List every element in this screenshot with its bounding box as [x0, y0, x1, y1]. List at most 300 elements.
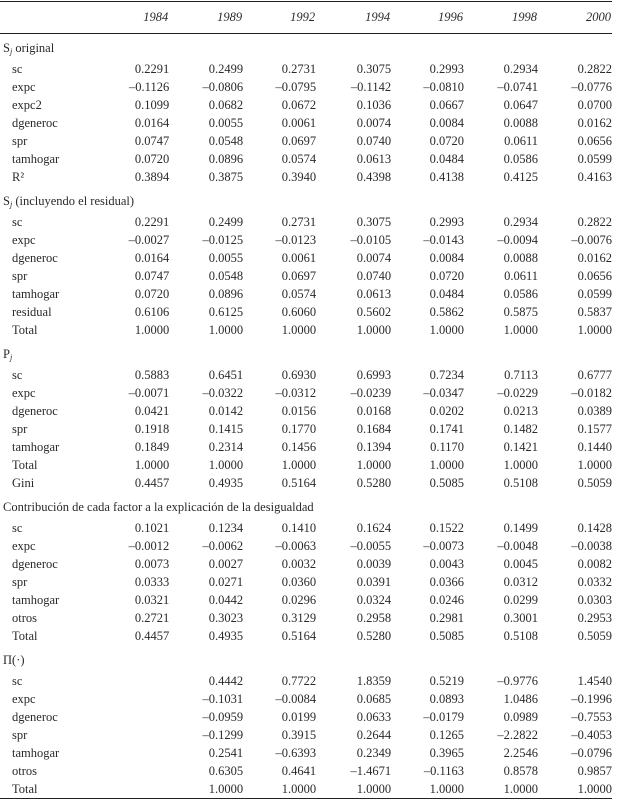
table-cell: 0.0720 [134, 152, 170, 166]
table-cell: 1.0000 [356, 323, 392, 337]
table-cell: 0.2291 [134, 215, 170, 229]
table-cell: 0.0333 [134, 575, 170, 589]
table-cell: 1.0000 [577, 323, 612, 337]
table-cell: 0.1394 [356, 440, 392, 454]
row-label: Total [12, 323, 38, 337]
table-cell: 0.2958 [356, 611, 392, 625]
year-header: 1992 [243, 2, 316, 34]
table-cell: 0.0202 [429, 404, 465, 418]
row-label: tamhogar [12, 746, 60, 760]
table-cell: 0.3001 [503, 611, 538, 625]
table-cell: 2.2546 [503, 746, 538, 760]
table-cell: 0.5108 [503, 629, 538, 643]
table-cell: –0.0076 [571, 233, 612, 247]
table-cell: –0.0038 [571, 539, 612, 553]
table-cell: 0.2349 [356, 746, 392, 760]
table-cell: 0.5837 [577, 305, 612, 319]
table-cell: 0.0599 [577, 152, 612, 166]
table-cell: –0.1126 [129, 80, 170, 94]
table-cell: –0.0094 [497, 233, 538, 247]
row-label: Total [12, 458, 38, 472]
table-cell: 0.2731 [281, 215, 317, 229]
table-row [0, 61, 612, 79]
table-cell: 1.0000 [464, 781, 538, 799]
table-cell: –0.0027 [128, 233, 170, 247]
table-cell: 0.3023 [208, 611, 244, 625]
section-title [0, 340, 612, 367]
table-cell: –0.0796 [571, 746, 612, 760]
table-cell [106, 745, 169, 763]
table-cell: 0.1170 [430, 440, 465, 454]
table-cell: 0.2291 [134, 62, 170, 76]
table-cell: 0.0700 [577, 98, 612, 112]
section-title-sub: j [9, 200, 13, 209]
table-cell: 1.0000 [391, 781, 464, 799]
row-label: residual [12, 305, 52, 319]
table-cell: 0.0484 [429, 287, 465, 301]
table-cell: 0.1741 [429, 422, 465, 436]
section-title-main: Contribución de cada factor a la explicación de la desigualdad [3, 500, 314, 514]
table-cell: 0.0667 [429, 98, 465, 112]
table-cell [106, 781, 169, 799]
table-cell: –0.1163 [423, 764, 465, 778]
table-cell: 0.7722 [281, 674, 317, 688]
table-cell: 0.4398 [356, 170, 392, 184]
table-cell: 1.8359 [356, 674, 392, 688]
row-label: R² [12, 170, 25, 184]
table-cell: 0.0421 [134, 404, 170, 418]
row-label: sc [12, 521, 23, 535]
table-cell: –0.0073 [423, 539, 465, 553]
header-row [0, 2, 612, 34]
table-cell: 0.0088 [503, 251, 538, 265]
row-label: spr [12, 134, 28, 148]
section-title-sub: j [9, 47, 13, 57]
table-cell: 0.0613 [356, 287, 392, 301]
section-title-row [0, 34, 612, 61]
table-cell: –0.0795 [275, 80, 317, 94]
header-blank [0, 2, 106, 34]
section-title [0, 34, 612, 61]
table-cell: 0.0246 [429, 593, 465, 607]
table-cell: –0.6393 [275, 746, 317, 760]
section-title-row [0, 646, 612, 673]
row-label: sc [12, 674, 23, 688]
table-cell: 0.2541 [208, 746, 244, 760]
table-cell: 0.2314 [208, 440, 244, 454]
table-row [0, 592, 612, 610]
section-title-row [0, 493, 612, 520]
table-row [0, 520, 612, 538]
table-cell: 0.0084 [429, 251, 465, 265]
table-cell: 0.0055 [208, 251, 244, 265]
table-cell: 0.0162 [577, 251, 612, 265]
table-cell: 0.0484 [429, 152, 465, 166]
table-cell: 0.1684 [356, 422, 392, 436]
table-row [0, 232, 612, 250]
section-title-main: Π(·) [3, 653, 25, 667]
table-cell: 0.1624 [356, 521, 392, 535]
table-row [0, 556, 612, 574]
table-cell: 0.2822 [577, 215, 612, 229]
table-cell: 0.0360 [281, 575, 317, 589]
table-row [0, 385, 612, 403]
row-label: dgeneroc [12, 251, 58, 265]
table-row [0, 574, 612, 592]
table-cell: –0.0179 [423, 710, 465, 724]
table-cell: –0.1299 [202, 728, 244, 742]
year-header: 2000 [538, 2, 612, 34]
table-cell: 0.9857 [577, 764, 612, 778]
table-row [0, 115, 612, 133]
data-table [0, 1, 612, 799]
table-cell: 0.0303 [577, 593, 612, 607]
table-cell: 0.7113 [504, 368, 538, 382]
table-cell: 1.0000 [429, 458, 465, 472]
table-cell: 0.0061 [281, 116, 317, 130]
table-cell: 0.2934 [503, 215, 538, 229]
row-label: otros [12, 764, 37, 778]
table-cell: 0.1918 [134, 422, 170, 436]
table-cell: 0.0548 [208, 134, 244, 148]
row-label: Total [12, 629, 38, 643]
table-cell: 1.0000 [538, 781, 612, 799]
table-cell: 0.5059 [577, 476, 612, 490]
table-row [0, 763, 612, 781]
table-cell: 0.4457 [134, 476, 170, 490]
table-row [0, 403, 612, 421]
table-cell: 0.6125 [208, 305, 244, 319]
row-label: sc [12, 368, 23, 382]
table-row [0, 475, 612, 493]
table-row [0, 439, 612, 457]
table-cell: 1.0000 [429, 323, 465, 337]
table-cell: 0.6305 [208, 764, 244, 778]
table-row [0, 79, 612, 97]
table-cell: 0.2721 [134, 611, 170, 625]
table-cell: 0.0164 [134, 251, 170, 265]
table-cell: 0.2934 [503, 62, 538, 76]
table-cell: 0.0061 [281, 251, 317, 265]
table-cell: 0.0613 [356, 152, 392, 166]
table-row [0, 214, 612, 232]
table-cell: 0.0896 [208, 152, 244, 166]
row-label: dgeneroc [12, 116, 58, 130]
table-cell: 1.0486 [503, 692, 538, 706]
row-label: sc [12, 62, 23, 76]
table-cell: –0.0959 [202, 710, 244, 724]
table-cell: 0.0199 [281, 710, 317, 724]
table-cell: 1.0000 [134, 458, 170, 472]
table-cell: 0.0586 [503, 287, 538, 301]
table-cell [106, 763, 169, 781]
table-cell: 0.1456 [281, 440, 317, 454]
table-row [0, 268, 612, 286]
table-cell: 0.5280 [356, 476, 392, 490]
table-cell: –0.0810 [423, 80, 465, 94]
table-cell: 0.0697 [281, 134, 317, 148]
table-cell: 0.2993 [429, 62, 465, 76]
table-cell: 0.3915 [281, 728, 317, 742]
table-cell: 0.6451 [208, 368, 244, 382]
row-label: tamhogar [12, 593, 60, 607]
table-cell: 1.0000 [281, 323, 317, 337]
table-cell: 0.0893 [429, 692, 465, 706]
table-cell: –0.7553 [571, 710, 612, 724]
table-cell: 0.0084 [429, 116, 465, 130]
year-header: 1996 [391, 2, 464, 34]
table-cell: 0.0611 [504, 269, 538, 283]
table-cell: 1.0000 [169, 781, 243, 799]
table-cell: 0.0747 [134, 134, 170, 148]
table-cell: 0.1265 [429, 728, 465, 742]
table-cell: 1.0000 [208, 458, 244, 472]
table-cell: 0.0740 [356, 269, 392, 283]
table-cell: 0.0299 [503, 593, 538, 607]
table-cell: 0.1499 [503, 521, 538, 535]
row-label: Total [0, 781, 106, 799]
table-cell: 0.2822 [577, 62, 612, 76]
row-label: expc [12, 386, 36, 400]
table-row [0, 151, 612, 169]
section-title-rest: (incluyendo el residual) [12, 194, 135, 208]
table-cell: –2.2822 [497, 728, 538, 742]
table-cell: 0.0142 [208, 404, 244, 418]
table-cell: 0.5219 [429, 674, 465, 688]
table-cell: 0.0656 [577, 269, 612, 283]
table-cell: –0.0741 [497, 80, 538, 94]
section-title-main: S [3, 41, 10, 56]
table-row [0, 286, 612, 304]
table-cell: 0.0312 [503, 575, 538, 589]
section-title-sub: j [9, 353, 13, 362]
table-cell: –0.0071 [128, 386, 170, 400]
year-header: 1998 [464, 2, 538, 34]
table-cell: 0.0442 [208, 593, 244, 607]
table-cell: 0.8578 [503, 764, 538, 778]
table-cell: 0.1482 [503, 422, 538, 436]
table-cell: 0.3075 [356, 62, 392, 76]
table-cell: 0.0389 [577, 404, 612, 418]
table-cell: 0.5875 [503, 305, 538, 319]
table-row [0, 745, 612, 763]
table-cell: 0.0073 [134, 557, 170, 571]
table-cell: –0.0123 [275, 233, 317, 247]
table-cell: 0.0162 [577, 116, 612, 130]
section-title-main: P [3, 347, 10, 361]
table-cell: 0.3940 [281, 170, 317, 184]
table-cell: 0.0296 [281, 593, 317, 607]
table-cell: 1.4540 [577, 674, 612, 688]
table-cell: 0.4138 [429, 170, 465, 184]
table-cell: 0.0672 [281, 98, 317, 112]
table-cell: –0.0239 [350, 386, 392, 400]
table-cell: 0.0720 [429, 134, 465, 148]
table-cell: 0.0548 [208, 269, 244, 283]
table-cell: 1.0000 [208, 323, 244, 337]
table-cell: 0.0989 [503, 710, 538, 724]
table-cell: 0.3875 [208, 170, 244, 184]
table-row [0, 250, 612, 268]
table-cell: 0.1440 [577, 440, 612, 454]
table-cell: 0.4935 [208, 476, 244, 490]
table-cell: 0.4935 [208, 629, 244, 643]
row-label: expc [12, 692, 36, 706]
table-cell: 0.1522 [429, 521, 465, 535]
table-cell: 0.0164 [134, 116, 170, 130]
row-label: dgeneroc [12, 557, 58, 571]
table-cell: 0.6106 [134, 305, 170, 319]
table-cell: –0.0806 [202, 80, 244, 94]
table-cell: 0.0685 [356, 692, 392, 706]
table-cell: 0.6993 [356, 368, 392, 382]
row-label: spr [12, 422, 28, 436]
table-cell: 0.0045 [503, 557, 538, 571]
table-cell: –0.0182 [571, 386, 612, 400]
table-cell: –0.1996 [571, 692, 612, 706]
table-cell: –0.0143 [423, 233, 465, 247]
table-cell: 0.0332 [577, 575, 612, 589]
section-title-row [0, 187, 612, 214]
table-cell [106, 673, 169, 691]
table-cell: 0.5108 [503, 476, 538, 490]
table-cell: 0.1849 [134, 440, 170, 454]
table-cell: –0.1031 [202, 692, 244, 706]
table-row [0, 673, 612, 691]
table-cell: 0.6777 [577, 368, 612, 382]
table-cell: 0.1770 [281, 422, 317, 436]
table-cell: –0.0347 [423, 386, 465, 400]
table-cell: 0.0156 [281, 404, 317, 418]
table-row [0, 727, 612, 745]
row-label: spr [12, 575, 28, 589]
row-label: Gini [12, 476, 35, 490]
table-row [0, 457, 612, 475]
row-label: expc [12, 233, 36, 247]
table-cell: 0.2993 [429, 215, 465, 229]
table-row [0, 628, 612, 646]
table-cell: 0.6060 [281, 305, 317, 319]
table-cell: 0.1234 [208, 521, 244, 535]
table-cell: 0.0574 [281, 152, 317, 166]
section-title [0, 493, 612, 520]
table-cell: –0.0776 [571, 80, 612, 94]
table-cell: 0.0213 [503, 404, 538, 418]
table-cell: 0.0896 [208, 287, 244, 301]
row-label: sc [12, 215, 23, 229]
table-cell: –0.1142 [350, 80, 392, 94]
table-cell: 0.4641 [281, 764, 317, 778]
table-cell: 0.2499 [208, 62, 244, 76]
table-cell: 0.1036 [356, 98, 392, 112]
table-cell: 0.7234 [429, 368, 465, 382]
table-cell: 0.0574 [281, 287, 317, 301]
section-title-rest: original [12, 41, 55, 56]
table-cell: 0.5280 [356, 629, 392, 643]
table-cell: 0.3965 [429, 746, 465, 760]
table-cell: 0.5164 [281, 629, 317, 643]
table-cell: 0.0747 [134, 269, 170, 283]
table-cell: –0.0063 [275, 539, 317, 553]
table-cell: 1.0000 [316, 781, 391, 799]
section-title [0, 187, 612, 214]
table-cell [106, 691, 169, 709]
table-cell: –0.0105 [350, 233, 392, 247]
table-row [0, 367, 612, 385]
table-cell: 0.3129 [281, 611, 317, 625]
table-cell: 0.0586 [503, 152, 538, 166]
table-cell: 0.2499 [208, 215, 244, 229]
row-label: spr [12, 269, 28, 283]
row-label: otros [12, 611, 37, 625]
table-cell: 0.0043 [429, 557, 465, 571]
table-row [0, 610, 612, 628]
table-cell: 0.0168 [356, 404, 392, 418]
section-title [0, 646, 612, 673]
table-row [0, 691, 612, 709]
table-cell: 1.0000 [134, 323, 170, 337]
table-cell: 0.5862 [429, 305, 465, 319]
row-label: expc [12, 80, 36, 94]
table-cell: 0.4125 [503, 170, 538, 184]
table-cell: 0.0599 [577, 287, 612, 301]
table-cell: 0.0321 [134, 593, 170, 607]
table-cell: 0.0740 [356, 134, 392, 148]
table-cell: 0.0647 [503, 98, 538, 112]
table-cell: 0.0074 [356, 116, 392, 130]
table-cell: 1.0000 [577, 458, 612, 472]
table-cell: 0.0082 [577, 557, 612, 571]
table-cell: 0.1410 [281, 521, 317, 535]
table-cell: 1.0000 [503, 458, 538, 472]
table-row [0, 169, 612, 187]
table-cell: 0.0074 [356, 251, 392, 265]
table-cell: 0.0611 [504, 134, 538, 148]
year-header: 1994 [316, 2, 391, 34]
table-cell: 0.5085 [429, 629, 465, 643]
table-row [0, 421, 612, 439]
table-cell: 0.2644 [356, 728, 392, 742]
table-cell: 0.5164 [281, 476, 317, 490]
table-cell: 1.0000 [503, 323, 538, 337]
table-cell: 0.5059 [577, 629, 612, 643]
table-row [0, 322, 612, 340]
table-cell: –1.4671 [350, 764, 392, 778]
row-label: tamhogar [12, 440, 60, 454]
table-row [0, 133, 612, 151]
table-cell: 0.0656 [577, 134, 612, 148]
row-label: tamhogar [12, 287, 60, 301]
table-cell: 0.4457 [134, 629, 170, 643]
row-label: expc [12, 539, 36, 553]
row-label: dgeneroc [12, 710, 58, 724]
table-cell: 0.5085 [429, 476, 465, 490]
table-row [0, 538, 612, 556]
table-cell: 0.5883 [134, 368, 170, 382]
table-cell: 0.1021 [134, 521, 170, 535]
table-cell: –0.0312 [275, 386, 317, 400]
year-header: 1989 [169, 2, 243, 34]
table-cell: 0.0271 [208, 575, 244, 589]
table-cell: –0.4053 [571, 728, 612, 742]
table-cell: 0.1421 [503, 440, 538, 454]
table-cell: –0.0012 [128, 539, 170, 553]
table-cell: 0.1577 [577, 422, 612, 436]
table-cell: 0.0039 [356, 557, 392, 571]
table-cell: 0.0697 [281, 269, 317, 283]
table-cell: 0.2981 [429, 611, 465, 625]
table-cell: 0.0720 [134, 287, 170, 301]
